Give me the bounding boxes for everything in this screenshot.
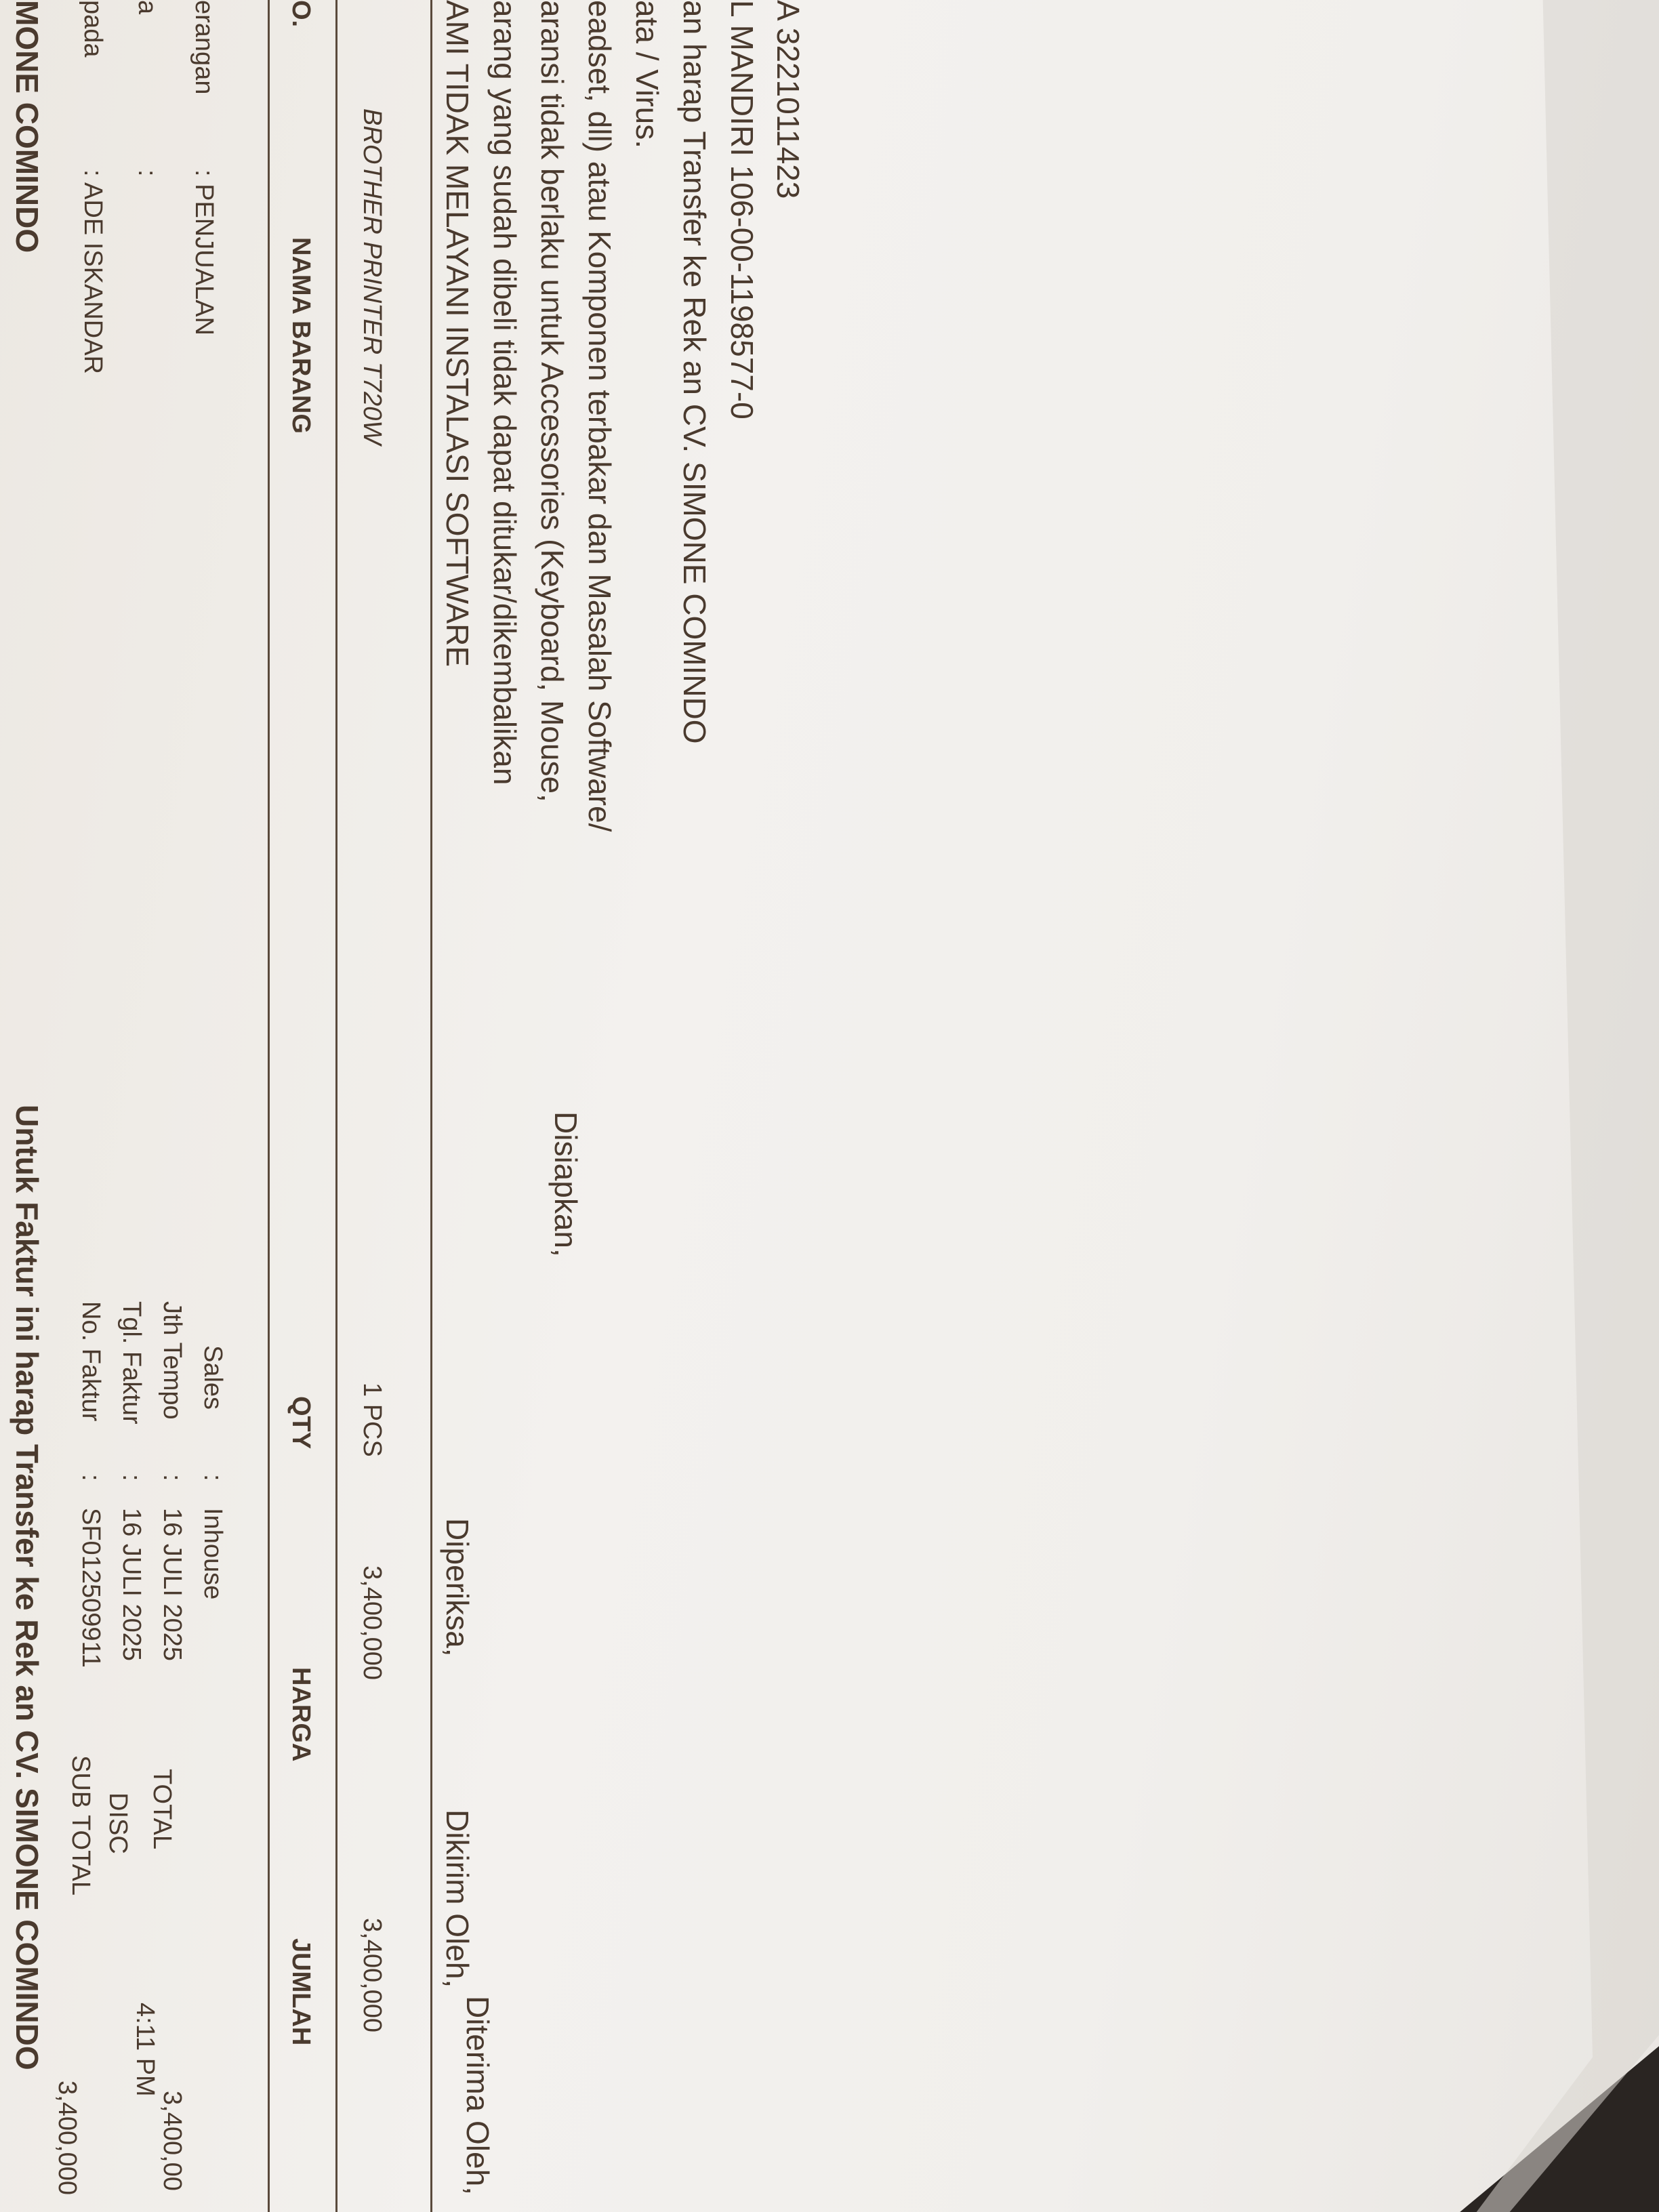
note-line-1: AMI TIDAK MELAYANI INSTALASI SOFTWARE — [440, 0, 475, 668]
col-qty-header: QTY — [287, 1396, 315, 1450]
note-line-6: an harap Transfer ke Rek an CV. SIMONE COMINDO — [677, 0, 712, 744]
customer-name: : ADE ISKANDAR — [79, 169, 107, 374]
subtotal-value: 3,400,000 — [53, 2081, 81, 2196]
value-a: : — [133, 169, 161, 177]
sig-disiapkan: Disiapkan, — [548, 1111, 583, 1257]
total-label: TOTAL — [148, 1769, 176, 1849]
label-keterangan: erangan — [190, 0, 218, 95]
sig-diperiksa: Diperiksa, — [440, 1518, 475, 1657]
sales-sep: : — [199, 1474, 227, 1481]
table-top-rule — [268, 0, 270, 2212]
disc-label: DISC — [104, 1793, 132, 1854]
no-faktur-sep: : — [77, 1474, 105, 1481]
no-faktur-label: No. Faktur — [77, 1301, 105, 1422]
label-a: a — [133, 0, 161, 15]
jth-tempo-sep: : — [158, 1474, 186, 1481]
note-line-2: arang yang sudah dibeli tidak dapat ditukar/dikembalikan — [487, 0, 523, 785]
sig-dikirim: Dikirim Oleh, — [440, 1809, 475, 1988]
print-time: 4:11 PM — [131, 2003, 159, 2097]
table-row-jumlah: 3,400,000 — [358, 1918, 386, 2033]
transfer-note: Untuk Faktur ini harap Transfer ke Rek an CV. SIMONE COMINDO — [9, 1105, 45, 2070]
sales-value: Inhouse — [199, 1508, 227, 1600]
note-line-3: aransi tidak berlaku untuk Accessories (Keyboard, Mouse, — [535, 0, 570, 802]
table-bottom-rule — [430, 0, 432, 2212]
jth-tempo-label: Jth Tempo — [158, 1301, 186, 1420]
sig-diterima: Diterima Oleh, — [460, 1996, 495, 2195]
note-line-4: eadset, dll) atau Komponen terbakar dan Masalah Software/ — [582, 0, 617, 832]
keterangan-value: : PENJUALAN — [190, 169, 218, 335]
note-line-8: A 3221011423 — [771, 0, 806, 199]
sales-label: Sales — [199, 1345, 227, 1410]
subtotal-label: SUB TOTAL — [66, 1755, 95, 1896]
total-value: 3,400,00 — [158, 2091, 186, 2191]
table-row-harga: 3,400,000 — [358, 1565, 386, 1681]
note-line-5: ata / Virus. — [630, 0, 665, 149]
tgl-faktur-label: Tgl. Faktur — [117, 1301, 146, 1425]
col-jumlah-header: JUMLAH — [287, 1938, 315, 2046]
col-no-header: O. — [287, 0, 315, 28]
no-faktur-value: SF012509911 — [77, 1508, 105, 1668]
tgl-faktur-value: 16 JULI 2025 — [117, 1508, 146, 1662]
table-row-qty: 1 PCS — [358, 1382, 386, 1457]
table-header-rule — [335, 0, 337, 2212]
tgl-faktur-sep: : — [117, 1474, 146, 1481]
jth-tempo-value: 16 JULI 2025 — [158, 1508, 186, 1662]
table-row-nama: BROTHER PRINTER T720W — [358, 108, 386, 445]
note-line-7: L MANDIRI 106-00-1198577-0 — [724, 0, 760, 419]
col-harga-header: HARGA — [287, 1667, 315, 1762]
company-name: MONE COMINDO — [9, 0, 45, 253]
col-nama-header: NAMA BARANG — [287, 237, 315, 434]
label-kepada: pada — [79, 0, 107, 58]
